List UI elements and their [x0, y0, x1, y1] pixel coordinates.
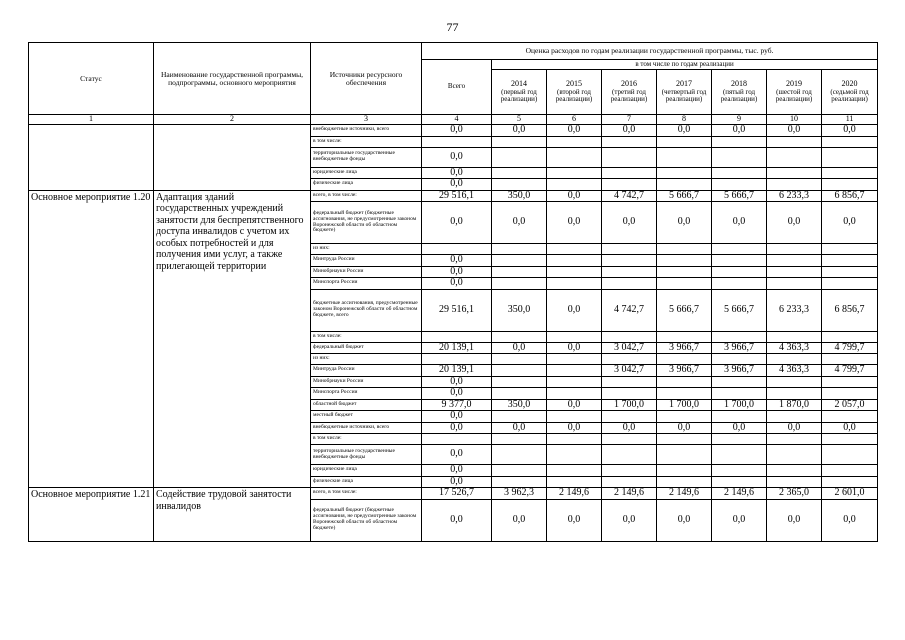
value-year [657, 266, 712, 278]
value-year [657, 445, 712, 465]
value-year [767, 244, 822, 255]
value-year: 2 601,0 [822, 488, 878, 500]
value-year [767, 376, 822, 388]
value-year: 3 042,7 [602, 365, 657, 377]
value-year [767, 465, 822, 477]
column-number: 4 [422, 115, 492, 125]
value-total: 0,0 [422, 147, 492, 167]
funding-source: федеральный бюджет (бюджетные ассигнования, не предусмотренные законом Воронежской области об областном бюджете) [311, 499, 422, 541]
value-year [822, 465, 878, 477]
value-year: 0,0 [767, 499, 822, 541]
column-number: 5 [492, 115, 547, 125]
value-year: 3 042,7 [602, 342, 657, 354]
funding-source: местный бюджет [311, 411, 422, 423]
value-total: 29 516,1 [422, 190, 492, 202]
value-year: 3 966,7 [712, 365, 767, 377]
year-desc: (седьмой год реализации) [830, 87, 869, 104]
value-year [492, 167, 547, 179]
value-year [547, 411, 602, 423]
funding-source: в том числе: [311, 434, 422, 445]
value-year: 5 666,7 [712, 190, 767, 202]
value-year: 4 363,3 [767, 342, 822, 354]
column-number: 3 [311, 115, 422, 125]
header-year-2017 [657, 70, 712, 115]
funding-source: Минтруда России [311, 365, 422, 377]
value-year [547, 331, 602, 342]
value-year [657, 244, 712, 255]
value-year: 6 856,7 [822, 289, 878, 331]
value-year [547, 266, 602, 278]
header-estimate: Оценка расходов по годам реализации государственной программы, тыс. руб. [422, 43, 878, 60]
year-label: 2018 [731, 79, 747, 89]
header-status: Статус [29, 43, 154, 115]
value-total: 20 139,1 [422, 342, 492, 354]
value-year: 0,0 [712, 125, 767, 137]
value-year [822, 445, 878, 465]
funding-source: всего, в том числе: [311, 488, 422, 500]
column-number: 1 [29, 115, 154, 125]
value-year: 0,0 [547, 202, 602, 244]
value-year [602, 465, 657, 477]
value-year [712, 179, 767, 191]
value-year [492, 354, 547, 365]
value-year [547, 354, 602, 365]
funding-source: внебюджетные источники, всего [311, 422, 422, 434]
funding-source: внебюджетные источники, всего [311, 125, 422, 137]
value-year [547, 445, 602, 465]
value-year [822, 331, 878, 342]
funding-source: территориальные государственные внебюджетные фонды [311, 147, 422, 167]
column-number: 7 [602, 115, 657, 125]
row-program-name: Содействие трудовой занятости инвалидов [154, 488, 311, 542]
value-year [767, 147, 822, 167]
value-year [492, 147, 547, 167]
table-row [29, 488, 878, 500]
value-year: 0,0 [657, 202, 712, 244]
value-year [767, 136, 822, 147]
value-year [602, 244, 657, 255]
value-year [492, 445, 547, 465]
funding-source: в том числе: [311, 136, 422, 147]
value-year [492, 244, 547, 255]
value-total: 0,0 [422, 266, 492, 278]
value-year: 0,0 [492, 342, 547, 354]
value-year [492, 266, 547, 278]
value-year: 0,0 [547, 399, 602, 411]
value-year: 0,0 [547, 289, 602, 331]
value-year [657, 476, 712, 488]
value-year [822, 278, 878, 290]
funding-source: бюджетные ассигнования, предусмотренные законом Воронежской области об областном бюджете, всего [311, 289, 422, 331]
value-year [712, 354, 767, 365]
value-year [712, 465, 767, 477]
value-year [492, 434, 547, 445]
funding-source: Минобрнауки России [311, 376, 422, 388]
funding-source: юридические лица [311, 465, 422, 477]
value-year: 0,0 [602, 202, 657, 244]
value-total [422, 136, 492, 147]
value-year: 2 149,6 [602, 488, 657, 500]
value-total: 0,0 [422, 179, 492, 191]
funding-source: в том числе: [311, 331, 422, 342]
value-year [547, 255, 602, 267]
year-desc: (первый год реализации) [500, 87, 538, 104]
funding-source: из них: [311, 354, 422, 365]
value-year: 0,0 [602, 499, 657, 541]
value-year [767, 255, 822, 267]
year-label: 2019 [786, 79, 802, 89]
value-year [492, 255, 547, 267]
year-desc: (четвертый год реализации) [661, 87, 707, 104]
funding-source: Минтруда России [311, 255, 422, 267]
year-desc: (шестой год реализации) [775, 87, 813, 104]
value-year [767, 434, 822, 445]
column-number: 8 [657, 115, 712, 125]
value-year [822, 244, 878, 255]
value-year [602, 434, 657, 445]
value-total [422, 354, 492, 365]
value-year [547, 376, 602, 388]
value-total: 0,0 [422, 167, 492, 179]
value-year [712, 244, 767, 255]
value-year: 0,0 [547, 190, 602, 202]
value-year: 0,0 [657, 125, 712, 137]
value-year [822, 476, 878, 488]
value-year: 350,0 [492, 289, 547, 331]
value-total: 0,0 [422, 388, 492, 400]
value-year [602, 179, 657, 191]
value-year: 2 149,6 [657, 488, 712, 500]
value-year [657, 434, 712, 445]
value-year [547, 179, 602, 191]
value-year: 0,0 [767, 202, 822, 244]
budget-table [28, 42, 878, 542]
value-year [547, 244, 602, 255]
value-year [767, 167, 822, 179]
value-year: 0,0 [822, 202, 878, 244]
value-year [767, 331, 822, 342]
value-total: 0,0 [422, 376, 492, 388]
value-year [822, 411, 878, 423]
value-year [712, 278, 767, 290]
value-year [657, 354, 712, 365]
value-year: 3 962,3 [492, 488, 547, 500]
column-number: 11 [822, 115, 878, 125]
value-total: 0,0 [422, 202, 492, 244]
value-year: 4 799,7 [822, 342, 878, 354]
value-year [602, 136, 657, 147]
value-year: 5 666,7 [712, 289, 767, 331]
row-program-name: Адаптация зданий государственных учреждений занятости для беспрепятственного доступа инвалидов с учетом их особых потребностей и для получения ими услуг, а также прилегающей территории [154, 190, 311, 488]
value-year [547, 388, 602, 400]
header-including: в том числе по годам реализации [492, 60, 878, 70]
value-year [602, 411, 657, 423]
value-year: 350,0 [492, 190, 547, 202]
value-total: 0,0 [422, 255, 492, 267]
value-year: 0,0 [602, 125, 657, 137]
value-year: 0,0 [657, 422, 712, 434]
value-year [712, 411, 767, 423]
table-row [29, 125, 878, 137]
value-year: 6 856,7 [822, 190, 878, 202]
value-year [547, 278, 602, 290]
year-desc: (пятый год реализации) [720, 87, 758, 104]
year-label: 2015 [566, 79, 582, 89]
value-year [767, 388, 822, 400]
value-total [422, 331, 492, 342]
year-label: 2016 [621, 79, 637, 89]
header-year-2015 [547, 70, 602, 115]
value-year [712, 445, 767, 465]
value-year: 1 700,0 [602, 399, 657, 411]
value-total: 9 377,0 [422, 399, 492, 411]
value-year [712, 167, 767, 179]
value-year [602, 445, 657, 465]
value-total: 0,0 [422, 499, 492, 541]
value-year [822, 354, 878, 365]
value-year [602, 266, 657, 278]
value-year [712, 266, 767, 278]
page-number: 77 [446, 20, 459, 34]
value-year [822, 376, 878, 388]
year-desc: (третий год реализации) [610, 87, 648, 104]
value-total: 0,0 [422, 465, 492, 477]
year-desc: (второй год реализации) [555, 87, 593, 104]
value-year [657, 376, 712, 388]
value-year: 1 700,0 [712, 399, 767, 411]
value-year [547, 465, 602, 477]
funding-source: федеральный бюджет (бюджетные ассигнования, не предусмотренные законом Воронежской области об областном бюджете) [311, 202, 422, 244]
value-year: 0,0 [657, 499, 712, 541]
value-year: 3 966,7 [712, 342, 767, 354]
funding-source: Минспорта России [311, 388, 422, 400]
value-year: 3 966,7 [657, 365, 712, 377]
value-year [602, 147, 657, 167]
value-year: 2 057,0 [822, 399, 878, 411]
value-year: 0,0 [547, 422, 602, 434]
row-status [29, 125, 154, 191]
value-year [712, 434, 767, 445]
value-year [602, 476, 657, 488]
funding-source: федеральный бюджет [311, 342, 422, 354]
value-year: 0,0 [547, 499, 602, 541]
year-label: 2020 [841, 79, 858, 89]
value-year [492, 476, 547, 488]
value-year: 0,0 [492, 125, 547, 137]
value-total: 0,0 [422, 278, 492, 290]
value-year [492, 365, 547, 377]
column-number: 6 [547, 115, 602, 125]
funding-source: физические лица [311, 179, 422, 191]
value-year [822, 167, 878, 179]
value-year [657, 331, 712, 342]
value-year: 0,0 [767, 422, 822, 434]
year-label: 2014 [511, 79, 527, 89]
funding-source: областной бюджет [311, 399, 422, 411]
value-year [657, 179, 712, 191]
value-year [602, 354, 657, 365]
value-year: 0,0 [822, 499, 878, 541]
value-total: 0,0 [422, 422, 492, 434]
value-year [657, 136, 712, 147]
value-year [602, 278, 657, 290]
value-year [712, 136, 767, 147]
value-year: 4 363,3 [767, 365, 822, 377]
row-program-name [154, 125, 311, 191]
value-year [712, 255, 767, 267]
value-year: 0,0 [767, 125, 822, 137]
header-year-2020 [822, 70, 878, 115]
funding-source: всего, в том числе: [311, 190, 422, 202]
value-total: 0,0 [422, 411, 492, 423]
value-year [657, 167, 712, 179]
header-year-2019 [767, 70, 822, 115]
value-year: 0,0 [822, 422, 878, 434]
value-year [492, 179, 547, 191]
value-year [602, 255, 657, 267]
funding-source: Минобрнауки России [311, 266, 422, 278]
header-total: Всего [422, 60, 492, 115]
funding-source: юридические лица [311, 167, 422, 179]
value-year [767, 278, 822, 290]
value-year: 0,0 [712, 422, 767, 434]
value-year [767, 266, 822, 278]
value-year: 4 742,7 [602, 190, 657, 202]
value-year [602, 376, 657, 388]
funding-source: из них: [311, 244, 422, 255]
value-year [492, 331, 547, 342]
value-year [822, 136, 878, 147]
value-year: 5 666,7 [657, 190, 712, 202]
header-name: Наименование государственной программы, подпрограммы, основного мероприятия [154, 43, 311, 115]
value-year [602, 167, 657, 179]
value-year: 0,0 [822, 125, 878, 137]
value-year: 2 149,6 [547, 488, 602, 500]
value-year [657, 255, 712, 267]
value-year [602, 331, 657, 342]
value-total: 0,0 [422, 445, 492, 465]
value-year [492, 136, 547, 147]
value-year [822, 434, 878, 445]
funding-source: Минспорта России [311, 278, 422, 290]
value-year: 0,0 [547, 125, 602, 137]
funding-source: физические лица [311, 476, 422, 488]
value-year [492, 278, 547, 290]
value-total: 20 139,1 [422, 365, 492, 377]
value-year [767, 476, 822, 488]
value-year: 0,0 [492, 422, 547, 434]
value-year: 6 233,3 [767, 289, 822, 331]
value-year [547, 167, 602, 179]
value-year [712, 331, 767, 342]
value-year [712, 476, 767, 488]
value-year: 4 742,7 [602, 289, 657, 331]
value-year [547, 476, 602, 488]
value-year [657, 278, 712, 290]
value-year [492, 388, 547, 400]
value-year [657, 465, 712, 477]
value-year [657, 147, 712, 167]
value-year [822, 266, 878, 278]
value-year [822, 147, 878, 167]
value-year: 6 233,3 [767, 190, 822, 202]
value-year [712, 376, 767, 388]
value-year [547, 147, 602, 167]
value-year [822, 388, 878, 400]
column-number: 2 [154, 115, 311, 125]
funding-source: территориальные государственные внебюджетные фонды [311, 445, 422, 465]
value-total [422, 434, 492, 445]
value-year [712, 388, 767, 400]
value-year: 1 700,0 [657, 399, 712, 411]
value-total [422, 244, 492, 255]
column-number: 9 [712, 115, 767, 125]
header-sources: Источники ресурсного обеспечения [311, 43, 422, 115]
value-year: 0,0 [492, 202, 547, 244]
value-year: 0,0 [602, 422, 657, 434]
header-year-2018 [712, 70, 767, 115]
value-total: 0,0 [422, 476, 492, 488]
value-year: 3 966,7 [657, 342, 712, 354]
value-year: 350,0 [492, 399, 547, 411]
value-year: 2 365,0 [767, 488, 822, 500]
value-year [657, 388, 712, 400]
value-year [767, 411, 822, 423]
value-year [547, 434, 602, 445]
value-year [767, 445, 822, 465]
row-status: Основное мероприятие 1.21 [29, 488, 154, 542]
value-year [767, 354, 822, 365]
value-year: 0,0 [712, 202, 767, 244]
value-year [657, 411, 712, 423]
value-year: 2 149,6 [712, 488, 767, 500]
row-status: Основное мероприятие 1.20 [29, 190, 154, 488]
value-year [822, 255, 878, 267]
value-total: 17 526,7 [422, 488, 492, 500]
value-year [712, 147, 767, 167]
value-year: 0,0 [547, 342, 602, 354]
value-year [492, 411, 547, 423]
value-total: 0,0 [422, 125, 492, 137]
table-row [29, 190, 878, 202]
value-year: 1 870,0 [767, 399, 822, 411]
value-total: 29 516,1 [422, 289, 492, 331]
header-year-2014 [492, 70, 547, 115]
value-year [492, 465, 547, 477]
column-number: 10 [767, 115, 822, 125]
year-label: 2017 [676, 79, 692, 89]
value-year [492, 376, 547, 388]
value-year [547, 136, 602, 147]
value-year: 5 666,7 [657, 289, 712, 331]
header-year-2016 [602, 70, 657, 115]
value-year [767, 179, 822, 191]
value-year: 0,0 [492, 499, 547, 541]
value-year [822, 179, 878, 191]
value-year [547, 365, 602, 377]
value-year: 0,0 [712, 499, 767, 541]
value-year: 4 799,7 [822, 365, 878, 377]
value-year [602, 388, 657, 400]
